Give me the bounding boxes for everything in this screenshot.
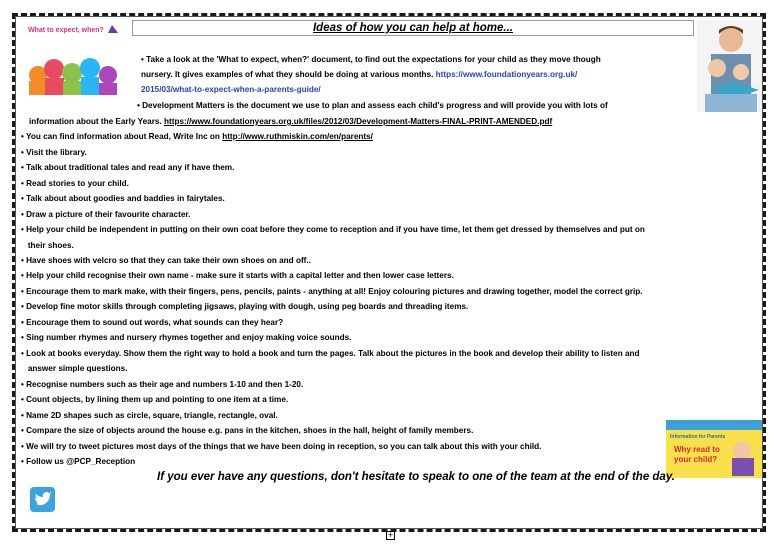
foundation-years-link-1b[interactable]: 2015/03/what-to-expect-when-a-parents-guide/ (141, 85, 321, 94)
bullet-item: • Help your child be independent in putting on their own coat before they come to reception and if you have time, let them get dressed by themselves and put on (21, 225, 645, 234)
expand-handle-icon[interactable]: + (387, 530, 394, 540)
twitter-icon[interactable] (30, 487, 55, 512)
bullet-item: • Compare the size of objects around the house e.g. pans in the kitchen, shoes in the hall, height of family members. (21, 426, 474, 435)
bullet-item: • Follow us @PCP_Reception (21, 457, 136, 466)
page-title: Ideas of how you can help at home... (132, 20, 694, 36)
bullet-item: • Sing number rhymes and nursery rhymes together and enjoy making voice sounds. (21, 333, 352, 342)
bullet-item: • Encourage them to mark make, with their fingers, pens, pencils, paints - anything at all! Enjoy colouring pictures and drawing together, model the correct grip. (21, 287, 643, 296)
book-line-1: Information for Parents (670, 434, 726, 440)
bullet-item: • Count objects, by lining them up and pointing to one item at a time. (21, 395, 289, 404)
bullet-item: • Name 2D shapes such as circle, square, triangle, rectangle, oval. (21, 411, 278, 420)
bullet-item: • Draw a picture of their favourite character. (21, 210, 191, 219)
book-line-3: your child? (674, 455, 718, 464)
bullet-item: • Read stories to your child. (21, 179, 129, 188)
intro-line-4 (29, 114, 552, 130)
book-line-2: Why read to (674, 445, 720, 454)
intro-line-1: • Take a look at the 'What to expect, when?' document, to find out the expectations for your child as they move though (141, 55, 601, 64)
bullet-item: • Look at books everyday. Show them the right way to hold a book and turn the pages. Talk about the pictures in the book and develop their ability to listen and (21, 349, 640, 358)
bullet-item: • Help your child recognise their own name - make sure it starts with a capital letter and then lower case letters. (21, 271, 454, 280)
intro-line-2-text: nursery. It gives examples of what they should be doing at various months. (141, 70, 436, 79)
bullet-item: answer simple questions. (21, 364, 128, 373)
rwi-text: • You can find information about Read, Write Inc on (21, 132, 223, 141)
bullet-item: • Develop fine motor skills through completing jigsaws, playing with dough, using peg boards and threading items. (21, 302, 469, 311)
rwi-line (21, 129, 373, 145)
bullet-item: their shoes. (21, 241, 74, 250)
bullet-item: • We will try to tweet pictures most days of the things that we have been doing in reception, so you can talk about this with your child. (21, 442, 542, 451)
bullet-item: • Visit the library. (21, 148, 87, 157)
bullet-item: • Have shoes with velcro so that they can take their own shoes on and off.. (21, 256, 311, 265)
parent-reading-photo (697, 20, 762, 112)
foundation-years-link-1a[interactable]: https://www.foundationyears.org.uk/ (435, 70, 578, 79)
bullet-item: • Recognise numbers such as their age and numbers 1-10 and then 1-20. (21, 380, 304, 389)
ruth-miskin-link[interactable]: http://www.ruthmiskin.com/en/parents/ (222, 132, 373, 141)
bullet-item: • Talk about about goodies and baddies in fairytales. (21, 194, 225, 203)
intro-line-4-text: information about the Early Years. (29, 117, 164, 126)
why-read-book-cover (666, 420, 762, 478)
footer-note: If you ever have any questions, don't hesitate to speak to one of the team at the end of the day. (157, 471, 675, 483)
intro-line-2 (141, 67, 577, 83)
intro-line-3: • Development Matters is the document we use to plan and assess each child's progress and will provide you with lots of (137, 101, 608, 110)
development-matters-link[interactable]: https://www.foundationyears.org.uk/files/2012/03/Development-Matters-FINAL-PRINT-AMENDED.pdf (163, 117, 553, 126)
what-to-expect-logo (26, 23, 130, 95)
logo-text: What to expect, when? (28, 27, 104, 34)
bullet-item: • Talk about traditional tales and read any if have them. (21, 163, 235, 172)
bullet-item: • Encourage them to sound out words, what sounds can they hear? (21, 318, 284, 327)
